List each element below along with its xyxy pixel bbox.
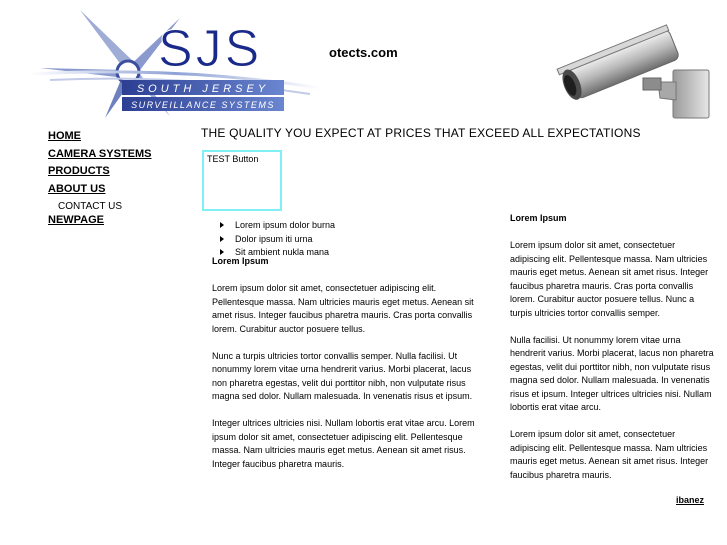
nav-home-link[interactable]: HOME xyxy=(48,130,81,142)
nav-about-us-link[interactable]: ABOUT US xyxy=(48,183,106,195)
sidebar-paragraph: Lorem ipsum dolor sit amet, consectetuer adipiscing elit. Pellentesque massa. Nam ultricies mauris eget metus. Aenean sit amet risus. Integer faucibus pharetra mauris. Cras porta convallis lorem. Curabitur auctor posuere tellus. Nunc a turpis ultricies tortor convallis semper. xyxy=(510,240,709,318)
nav-products-link[interactable]: PRODUCTS xyxy=(48,165,110,177)
page-headline: THE QUALITY YOU EXPECT AT PRICES THAT EXCEED ALL EXPECTATIONS xyxy=(201,126,641,140)
nav-camera-systems-link[interactable]: CAMERA SYSTEMS xyxy=(48,148,152,160)
main-content-column xyxy=(212,255,482,485)
sidebar-paragraph: Nulla facilisi. Ut nonummy lorem vitae urna hendrerit varius. Morbi placerat, lacus non pharetra egestas, velit dui porttitor nibh, non vulputate risus magna sed dolor. Nullam malesuada. In venenatis risus et ipsum. Integer ultrices ultricies nisi. Nullam lobortis erat vitae arcu. xyxy=(510,334,714,412)
author-link[interactable]: ibanez xyxy=(676,495,705,505)
main-paragraph: Nunc a turpis ultricies tortor convallis semper. Nulla facilisi. Ut nonummy lorem vitae urna hendrerit varius. Morbi placerat, lacus non pharetra egestas, velit dui porttitor nibh, non vulputate risus magna sed dolor. Nullam malesuada. In venenatis risus et ipsum. xyxy=(212,350,473,401)
nav-newpage-link[interactable]: NEWPAGE xyxy=(48,214,105,226)
main-paragraph: Lorem ipsum dolor sit amet, consectetuer adipiscing elit. Pellentesque massa. Nam ultricies mauris eget metus. Aenean sit amet risus. Integer faucibus pharetra mauris. Cras porta convallis lorem. Curabitur auctor posuere tellus. xyxy=(212,283,474,334)
sidebar-paragraph: Lorem ipsum dolor sit amet, consectetuer adipiscing elit. Pellentesque massa. Nam ultricies mauris eget metus. Aenean sit amet risus. Integer faucibus pharetra mauris. xyxy=(510,429,709,480)
list-item: Sit ambient nukla mana xyxy=(218,246,335,260)
list-item: Dolor ipsum iti urna xyxy=(218,233,335,247)
logo-line2: SURVEILLANCE SYSTEMS xyxy=(131,100,275,110)
list-item: Lorem ipsum dolor burna xyxy=(218,219,335,233)
main-column-heading: Lorem Ipsum xyxy=(212,256,269,266)
logo-main-text: SJS xyxy=(158,20,263,78)
site-logo[interactable] xyxy=(30,8,330,120)
main-paragraph: Integer ultrices ultricies nisi. Nullam lobortis erat vitae arcu. Lorem ipsum dolor sit amet, consectetuer adipiscing elit. Pellentesque massa. Nam ultricies mauris eget metus. Aenean sit amet risus. Integer faucibus pharetra mauris. xyxy=(212,418,475,469)
test-button[interactable] xyxy=(202,150,282,211)
site-domain-text: otects.com xyxy=(329,45,398,60)
test-button-label: TEST Button xyxy=(207,154,259,164)
security-camera-image xyxy=(548,20,718,128)
feature-list xyxy=(218,219,335,260)
sidebar-content-column xyxy=(510,212,715,496)
nav-contact-us-link[interactable]: CONTACT US xyxy=(58,201,123,212)
logo-line1: SOUTH JERSEY xyxy=(136,83,270,95)
sidebar-column-heading: Lorem Ipsum xyxy=(510,213,567,223)
